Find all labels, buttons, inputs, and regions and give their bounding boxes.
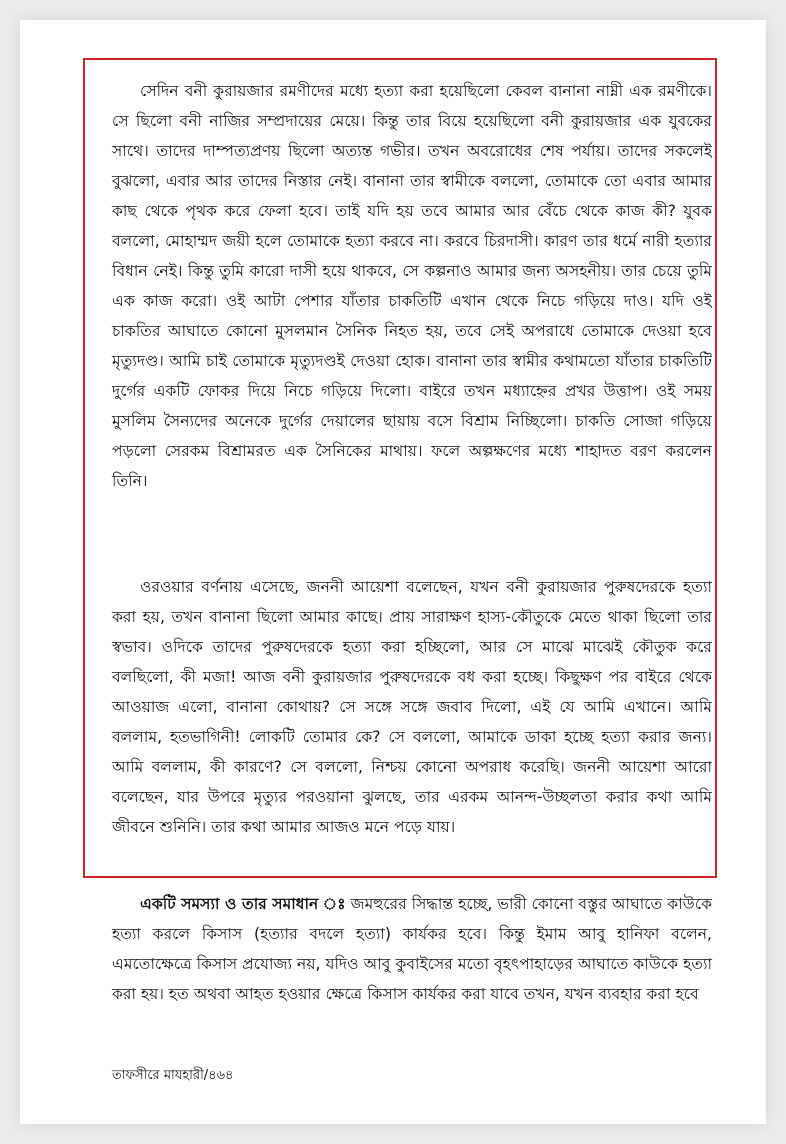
section-lead-heading: একটি সমস্যা ও তার সমাধান ঃ: [140, 895, 346, 913]
paragraph-text: জমহুরের সিদ্ধান্ত হচ্ছে, ভারী কোনো বস্তুর আঘাতে কাউকে হত্যা করলে কিসাস (হত্যার বদলে হত্যা) কার্যকর হবে। কিন্তু ইমাম আবু হানিফা বলেন, এমতোক্ষেত্রে কিসাস প্রযোজ্য নয়, যদিও আবু কুবাইসের মতো বৃহৎপাহাড়ের আঘাতে কাউকে হত্যা করা হয়। হত অথবা আহত হওয়ার ক্ষেত্রে কিসাস কার্যকর করা যাবে তখন, যখন ব্যবহার করা হবে: [112, 895, 713, 1003]
page-footer: তাফসীরে মাযহারী/৪৬৪: [112, 1068, 234, 1083]
highlighted-passage-box: [83, 58, 717, 878]
document-page: [20, 20, 766, 1124]
following-paragraph: [112, 889, 712, 1009]
paragraph: ওরওয়ার বর্ণনায় এসেছে, জননী আয়েশা বলেছেন, যখন বনী কুরায়জার পুরুষদেরকে হত্যা করা হয়, তখন বানানা ছিলো আমার কাছে। প্রায় সারাক্ষণ হাস্য-কৌতুকে মেতে থাকা ছিলো তার স্বভাব। ওদিকে তাদের পুরুষদেরকে হত্যা করা হচ্ছিলো, আর সে মাঝে মাঝেই কৌতুক করে বলছিলো, কী মজা! আজ বনী কুরায়জার পুরুষদেরকে বধ করা হচ্ছে। কিছুক্ষণ পর বাইরে থেকে আওয়াজ এলো, বানানা কোথায়? সে সঙ্গে সঙ্গে জবাব দিলো, এই যে আমি এখানে। আমি বললাম, হতভাগিনী! লোকটি তোমার কে? সে বললো, আমাকে ডাকা হচ্ছে হত্যা করার জন্য। আমি বললাম, কী কারণে? সে বললো, নিশ্চয় কোনো অপরাধ করেছি। জননী আয়েশা আরো বলেছেন, যার উপরে মৃত্যুর পরওয়ানা ঝুলছে, তার এরকম আনন্দ-উচ্ছলতা করার কথা আমি জীবনে শুনিনি। তার কথা আমার আজও মনে পড়ে যায়।: [112, 578, 712, 836]
paragraph: [112, 889, 712, 1009]
paragraph: সেদিন বনী কুরায়জার রমণীদের মধ্যে হত্যা করা হয়েছিলো কেবল বানানা নাম্নী এক রমণীকে। সে ছিলো বনী নাজির সম্প্রদায়ের মেয়ে। কিন্তু তার বিয়ে হয়েছিলো বনী কুরায়জার এক যুবকের সাথে। তাদের দাম্পত্যপ্রণয় ছিলো অত্যন্ত গভীর। তখন অবরোধের শেষ পর্যায়। তাদের সকলেই বুঝলো, এবার আর তাদের নিস্তার নেই। বানানা তার স্বামীকে বললো, তোমাকে তো এবার আমার কাছ থেকে পৃথক করে ফেলা হবে। তাই যদি হয় তবে আমার আর বেঁচে থেকে কাজ কী? যুবক বললো, মোহাম্মদ জয়ী হলে তোমাকে হত্যা করবে না। করবে চিরদাসী। কারণ তার ধর্মে নারী হত্যার বিধান নেই। কিন্তু তুমি কারো দাসী হয়ে থাকবে, সে কল্পনাও আমার জন্য অসহনীয়। তার চেয়ে তুমি এক কাজ করো। ওই আটা পেশার যাঁতার চাকতিটি এখান থেকে নিচে গড়িয়ে দাও। যদি ওই চাকতির আঘাতে কোনো মুসলমান সৈনিক নিহত হয়, তবে সেই অপরাধে তোমাকে দেওয়া হবে মৃত্যুদণ্ড। আমি চাই তোমাকে মৃত্যুদণ্ডই দেওয়া হোক। বানানা তার স্বামীর কথামতো যাঁতার চাকতিটি দুর্গের একটি ফোকর দিয়ে নিচে গড়িয়ে দিলো। বাইরে তখন মধ্যাহ্নের প্রখর উত্তাপ। ওই সময় মুসলিম সৈন্যদের অনেকে দুর্গের দেয়ালের ছায়ায় বসে বিশ্রাম নিচ্ছিলো। চাকতি সোজা গড়িয়ে পড়লো সেরকম বিশ্রামরত এক সৈনিকের মাথায়। ফলে অল্পক্ষণের মধ্যে শাহাদত বরণ করলেন তিনি।: [112, 82, 712, 490]
